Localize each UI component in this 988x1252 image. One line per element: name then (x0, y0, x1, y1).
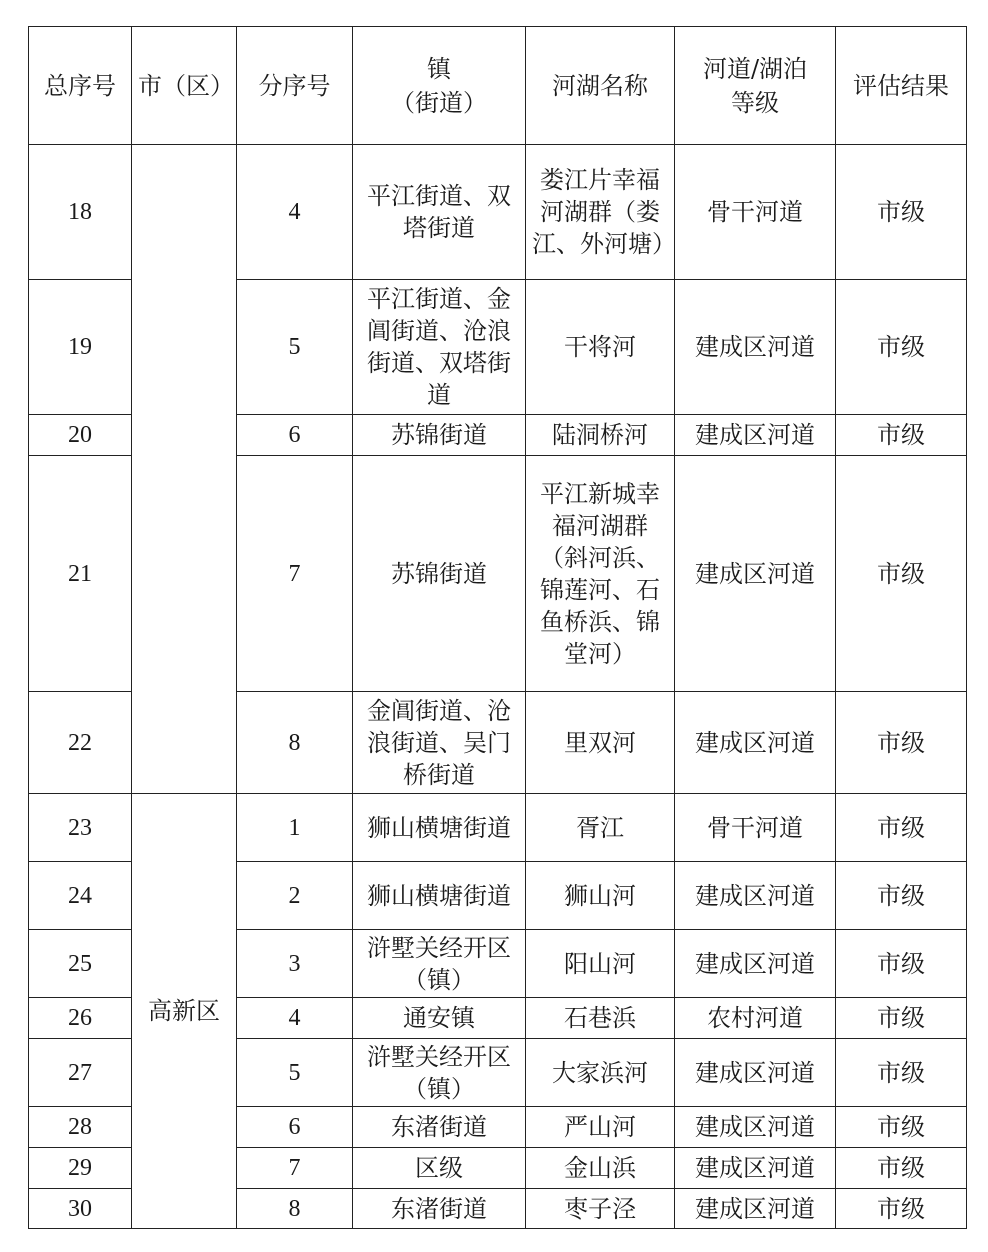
result-cell: 市级 (836, 1189, 967, 1229)
level-cell: 建成区河道 (675, 280, 836, 415)
level-cell: 建成区河道 (675, 415, 836, 456)
river-name-cell: 陆洞桥河 (526, 415, 675, 456)
town-cell: 金阊街道、沧浪街道、吴门桥街道 (353, 692, 526, 794)
river-name-cell: 石巷浜 (526, 998, 675, 1039)
table-row (29, 794, 967, 862)
total-no-cell: 25 (29, 930, 132, 998)
result-cell: 市级 (836, 456, 967, 692)
sub-no-cell: 7 (237, 1148, 353, 1189)
sub-no-cell: 6 (237, 415, 353, 456)
result-cell: 市级 (836, 692, 967, 794)
sub-no-cell: 5 (237, 280, 353, 415)
total-no-cell: 23 (29, 794, 132, 862)
result-cell: 市级 (836, 862, 967, 930)
total-no-cell: 29 (29, 1148, 132, 1189)
sub-no-cell: 4 (237, 998, 353, 1039)
river-name-cell: 干将河 (526, 280, 675, 415)
result-cell: 市级 (836, 998, 967, 1039)
sub-no-cell: 2 (237, 862, 353, 930)
total-no-cell: 22 (29, 692, 132, 794)
town-cell: 苏锦街道 (353, 456, 526, 692)
sub-no-cell: 4 (237, 145, 353, 280)
town-cell: 狮山横塘街道 (353, 862, 526, 930)
total-no-cell: 19 (29, 280, 132, 415)
result-cell: 市级 (836, 280, 967, 415)
header-city-district: 市（区） (132, 27, 237, 145)
district-cell (132, 145, 237, 794)
sub-no-cell: 7 (237, 456, 353, 692)
sub-no-cell: 8 (237, 692, 353, 794)
result-cell: 市级 (836, 415, 967, 456)
sub-no-cell: 5 (237, 1039, 353, 1107)
header-total-no: 总序号 (29, 27, 132, 145)
town-cell: 浒墅关经开区（镇） (353, 1039, 526, 1107)
level-cell: 农村河道 (675, 998, 836, 1039)
level-cell: 建成区河道 (675, 862, 836, 930)
sub-no-cell: 8 (237, 1189, 353, 1229)
level-cell: 骨干河道 (675, 794, 836, 862)
town-cell: 东渚街道 (353, 1189, 526, 1229)
river-name-cell: 平江新城幸福河湖群（斜河浜、锦莲河、石鱼桥浜、锦堂河） (526, 456, 675, 692)
table-row (29, 145, 967, 280)
river-name-cell: 金山浜 (526, 1148, 675, 1189)
river-name-cell: 严山河 (526, 1107, 675, 1148)
level-cell: 建成区河道 (675, 930, 836, 998)
river-assessment-table (28, 26, 967, 1229)
total-no-cell: 21 (29, 456, 132, 692)
level-cell: 建成区河道 (675, 692, 836, 794)
town-cell: 东渚街道 (353, 1107, 526, 1148)
header-level-line2: 等级 (731, 88, 779, 117)
total-no-cell: 27 (29, 1039, 132, 1107)
river-name-cell: 胥江 (526, 794, 675, 862)
header-river-name: 河湖名称 (526, 27, 675, 145)
total-no-cell: 24 (29, 862, 132, 930)
level-cell: 建成区河道 (675, 1039, 836, 1107)
district-cell: 高新区 (132, 794, 237, 1229)
town-cell: 狮山横塘街道 (353, 794, 526, 862)
river-name-cell: 里双河 (526, 692, 675, 794)
river-name-cell: 阳山河 (526, 930, 675, 998)
header-level-line1: 河道/湖泊 (702, 54, 808, 83)
town-cell: 区级 (353, 1148, 526, 1189)
total-no-cell: 30 (29, 1189, 132, 1229)
result-cell: 市级 (836, 1039, 967, 1107)
total-no-cell: 26 (29, 998, 132, 1039)
river-name-cell: 娄江片幸福河湖群（娄江、外河塘） (526, 145, 675, 280)
total-no-cell: 18 (29, 145, 132, 280)
header-town-line2: （街道） (391, 88, 487, 117)
header-town-line1: 镇 (427, 54, 451, 83)
header-sub-no: 分序号 (237, 27, 353, 145)
header-row (29, 27, 967, 145)
river-name-cell: 狮山河 (526, 862, 675, 930)
level-cell: 骨干河道 (675, 145, 836, 280)
header-level (675, 27, 836, 145)
total-no-cell: 20 (29, 415, 132, 456)
town-cell: 苏锦街道 (353, 415, 526, 456)
sub-no-cell: 1 (237, 794, 353, 862)
river-name-cell: 大家浜河 (526, 1039, 675, 1107)
result-cell: 市级 (836, 1107, 967, 1148)
result-cell: 市级 (836, 145, 967, 280)
header-result: 评估结果 (836, 27, 967, 145)
total-no-cell: 28 (29, 1107, 132, 1148)
result-cell: 市级 (836, 1148, 967, 1189)
sub-no-cell: 3 (237, 930, 353, 998)
town-cell: 通安镇 (353, 998, 526, 1039)
town-cell: 平江街道、金阊街道、沧浪街道、双塔街道 (353, 280, 526, 415)
river-name-cell: 枣子泾 (526, 1189, 675, 1229)
sub-no-cell: 6 (237, 1107, 353, 1148)
level-cell: 建成区河道 (675, 1148, 836, 1189)
header-town (353, 27, 526, 145)
level-cell: 建成区河道 (675, 456, 836, 692)
level-cell: 建成区河道 (675, 1107, 836, 1148)
result-cell: 市级 (836, 930, 967, 998)
level-cell: 建成区河道 (675, 1189, 836, 1229)
result-cell: 市级 (836, 794, 967, 862)
town-cell: 浒墅关经开区（镇） (353, 930, 526, 998)
town-cell: 平江街道、双塔街道 (353, 145, 526, 280)
